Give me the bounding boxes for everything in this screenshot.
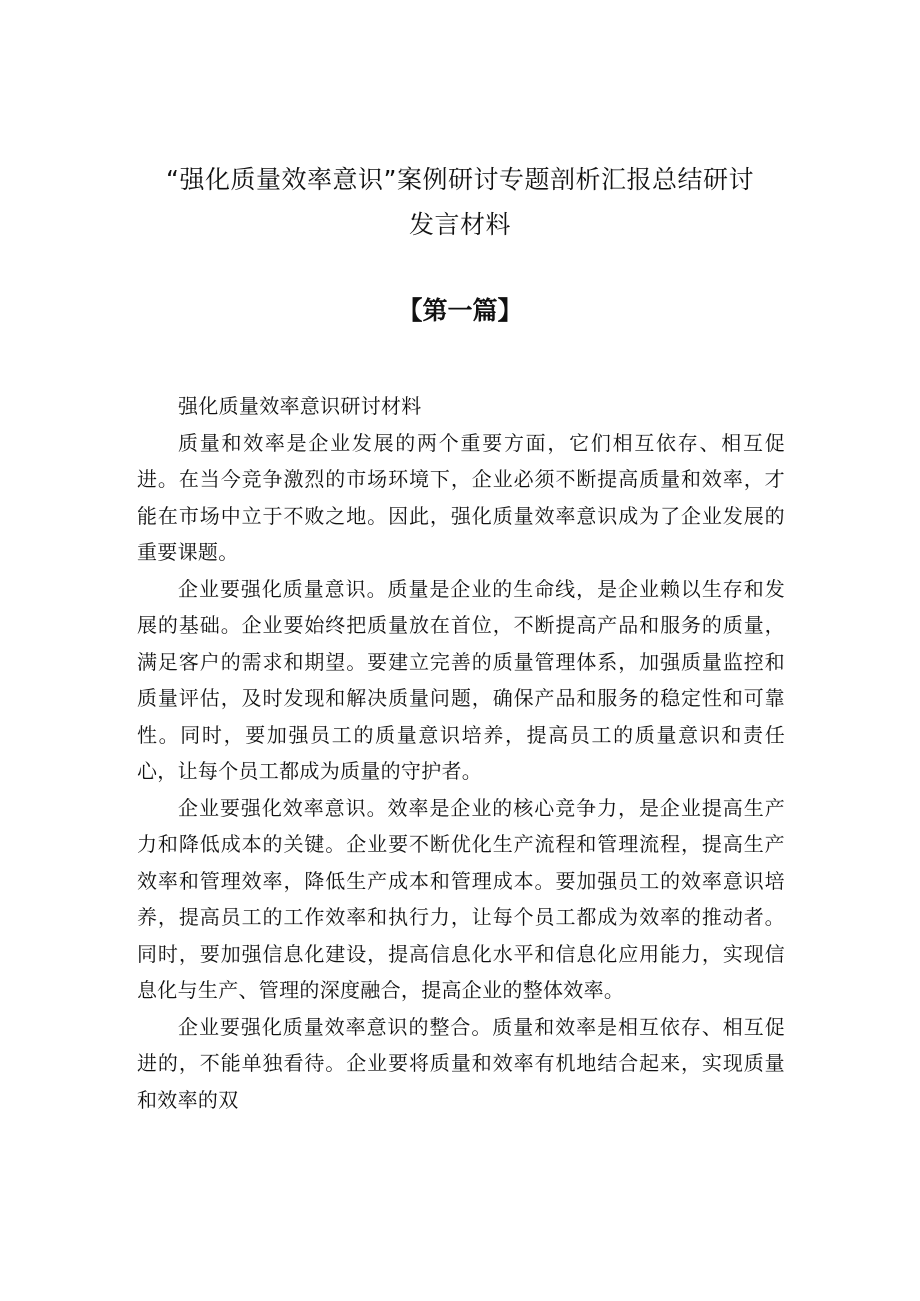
- section-heading: 【第一篇】: [397, 296, 523, 325]
- paragraph-integration: 企业要强化质量效率意识的整合。质量和效率是相互依存、相互促进的，不能单独看待。企业要将质量和效率有机地结合起来，实现质量和效率的双: [137, 1014, 785, 1112]
- document-title-line-1: “强化质量效率意识”案例研讨专题剖析汇报总结研讨: [166, 165, 754, 194]
- paragraph-subtitle: 强化质量效率意识研讨材料: [178, 394, 422, 418]
- paragraph-efficiency: 企业要强化效率意识。效率是企业的核心竞争力，是企业提高生产力和降低成本的关键。企业要不断优化生产流程和管理流程，提高生产效率和管理效率，降低生产成本和管理成本。要加强员工的效率意识培养，提高员工的工作效率和执行力，让每个员工都成为效率的推动者。同时，要加强信息化建设，提高信息化水平和信息化应用能力，实现信息化与生产、管理的深度融合，提高企业的整体效率。: [137, 795, 785, 1002]
- paragraph-quality: 企业要强化质量意识。质量是企业的生命线，是企业赖以生存和发展的基础。企业要始终把质量放在首位，不断提高产品和服务的质量，满足客户的需求和期望。要建立完善的质量管理体系，加强质量监控和质量评估，及时发现和解决质量问题，确保产品和服务的稳定性和可靠性。同时，要加强员工的质量意识培养，提高员工的质量意识和责任心，让每个员工都成为质量的守护者。: [137, 576, 785, 783]
- document-body: [137, 388, 785, 1118]
- paragraph-intro: 质量和效率是企业发展的两个重要方面，它们相互依存、相互促进。在当今竞争激烈的市场环境下，企业必须不断提高质量和效率，才能在市场中立于不败之地。因此，强化质量效率意识成为了企业发展的重要课题。: [137, 430, 785, 564]
- document-title-line-2: 发言材料: [408, 210, 511, 239]
